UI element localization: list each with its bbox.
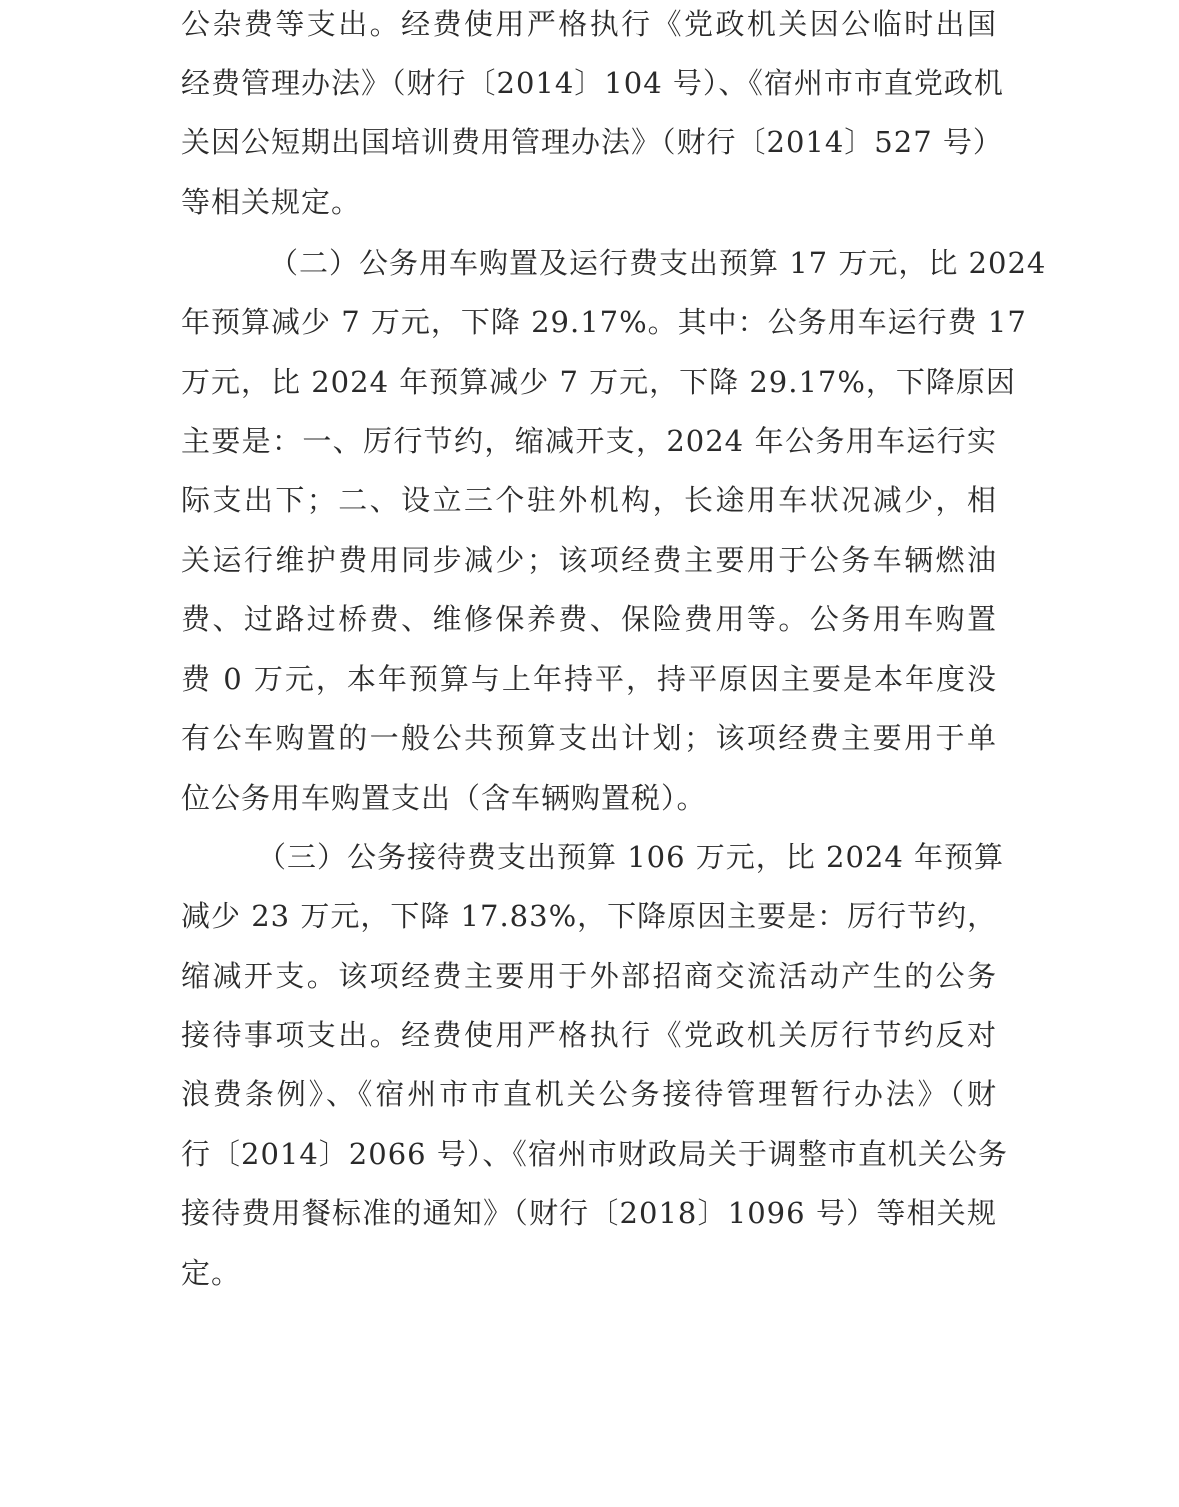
text-line: 行〔2014〕2066 号）、《宿州市财政局关于调整市直机关公务 (181, 1137, 1008, 1171)
section-heading-line: （二）公务用车购置及运行费支出预算 17 万元，比 2024 (269, 246, 1047, 280)
text-line: 经费管理办法》（财行〔2014〕104 号）、《宿州市市直党政机 (181, 66, 1004, 100)
text-line: 减少 23 万元，下降 17.83%，下降原因主要是：厉行节约， (181, 899, 998, 933)
text-line: 公杂费等支出。经费使用严格执行《党政机关因公临时出国 (181, 7, 997, 41)
text-line: 费 0 万元，本年预算与上年持平，持平原因主要是本年度没 (181, 662, 997, 696)
text-line: 缩减开支。该项经费主要用于外部招商交流活动产生的公务 (181, 959, 997, 993)
text-line: 万元，比 2024 年预算减少 7 万元，下降 29.17%，下降原因 (181, 365, 1016, 399)
section-heading-line: （三）公务接待费支出预算 106 万元，比 2024 年预算 (257, 840, 1005, 874)
text-line: 关运行维护费用同步减少；该项经费主要用于公务车辆燃油 (181, 543, 997, 577)
text-line: 浪费条例》、《宿州市市直机关公务接待管理暂行办法》（财 (181, 1077, 997, 1111)
text-line: 费、过路过桥费、维修保养费、保险费用等。公务用车购置 (181, 602, 997, 636)
text-line: 接待费用餐标准的通知》（财行〔2018〕1096 号）等相关规 (181, 1196, 997, 1230)
text-line: 等相关规定。 (181, 185, 362, 219)
text-line: 主要是：一、厉行节约，缩减开支，2024 年公务用车运行实 (181, 424, 997, 458)
text-line: 际支出下；二、设立三个驻外机构，长途用车状况减少，相 (181, 483, 997, 517)
text-line: 接待事项支出。经费使用严格执行《党政机关厉行节约反对 (181, 1018, 997, 1052)
text-line: 年预算减少 7 万元，下降 29.17%。其中：公务用车运行费 17 (181, 305, 1027, 339)
text-line: 定。 (181, 1256, 242, 1290)
text-line: 有公车购置的一般公共预算支出计划；该项经费主要用于单 (181, 721, 997, 755)
text-line: 关因公短期出国培训费用管理办法》（财行〔2014〕527 号） (181, 125, 1003, 159)
text-line: 位公务用车购置支出（含车辆购置税）。 (181, 781, 707, 815)
